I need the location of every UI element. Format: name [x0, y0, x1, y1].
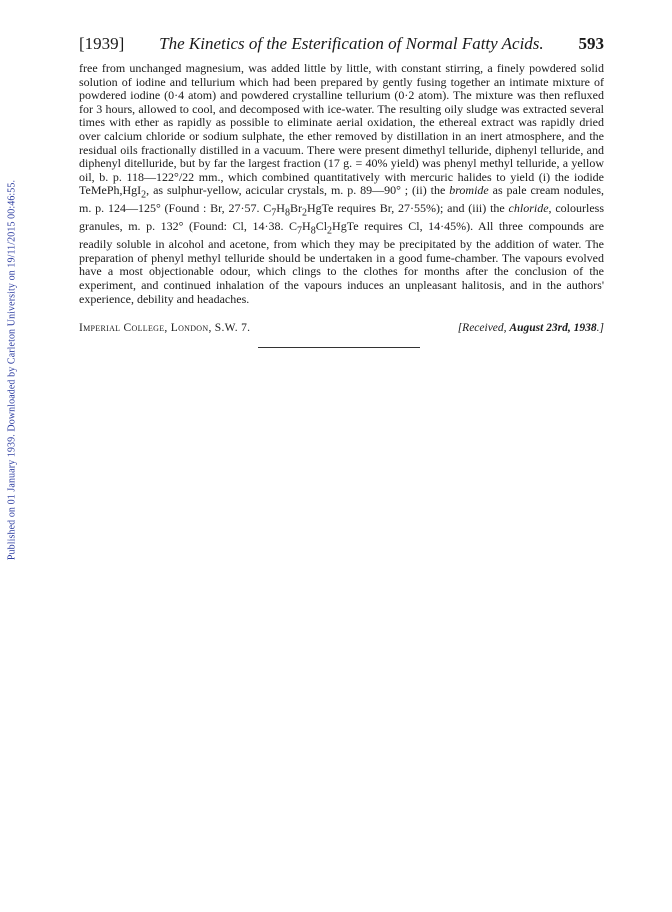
page-number: 593 — [578, 34, 604, 53]
received-close: .] — [596, 322, 604, 334]
body-paragraph — [79, 62, 604, 306]
subscript: 2 — [141, 189, 147, 201]
text-run: Br — [289, 201, 302, 216]
received-open: [Received, — [457, 322, 510, 334]
text-run: HgTe requires Br, 27·55%); and (iii) the — [306, 201, 509, 216]
text-run: Cl — [315, 219, 328, 234]
section-divider — [258, 347, 420, 348]
text-run: , as sulphur-yellow, acicular crystals, m. p. 89—90° ; (ii) the — [146, 183, 450, 198]
italic-term-bromide: bromide — [449, 183, 489, 198]
subscript: 7 — [297, 225, 303, 237]
subscript: 7 — [271, 207, 277, 219]
text-run: as pale cream nodules, m. p. 124—125° (Found : Br, 27·57. C — [79, 183, 605, 216]
paragraph — [79, 62, 604, 306]
text-run: , colourless granules, m. p. 132° (Found: Cl, 14·38. C — [79, 201, 604, 234]
italic-term-chloride: chloride — [508, 201, 549, 216]
text-run: HgTe requires Cl, 14·45%). All three compounds are readily soluble in alcohol and acetone, from which they may be precipitated by the addition of water. The preparation of phenyl methyl telluride should be undertaken in a good fume-chamber. The vapours evolved have a most objectionable odour, which clings to the clothes for months after the conclusion of the experiment, and continued inhalation of the vapours induces an unpleasant halitosis, and in the authors' experience, debility and headaches. — [79, 219, 604, 306]
text-run: free from unchanged magnesium, was added little by little, with constant stirring, a finely powdered solid solution of iodine and tellurium which had been prepared by gently fusing together an intimate mixture of powdered iodine (0·4 atom) and powdered crystalline tellurium (0·2 atom). The mixture was then refluxed for 3 hours, allowed to cool, and decomposed with ice-water. The resulting oily sludge was extracted several times with ether as rapidly as possible to eliminate aerial oxidation, the ethereal extract was rapidly dried over calcium chloride or sodium sulphate, the ether removed by distillation in an inert atmosphere, and the residual oils fractionally distilled in a vacuum. There were present dimethyl telluride, diphenyl telluride, and diphenyl ditelluride, but by far the largest fraction (17 g. = 40% yield) was phenyl methyl telluride, a yellow oil, b. p. 118—122°/22 mm., which combined quantitatively with mercuric halides to yield (i) the iodide TeMePh,HgI — [79, 61, 604, 198]
header-year: [1939] — [79, 34, 125, 53]
download-stamp-text: Published on 01 January 1939. Downloaded by Carleton University on 19/11/2015 00:46:55. — [6, 179, 18, 561]
subscript: 2 — [301, 207, 307, 219]
subscript: 2 — [327, 225, 333, 237]
header-title: The Kinetics of the Esterification of Normal Fatty Acids. — [159, 34, 544, 53]
signature-line — [79, 322, 604, 334]
text-run: H — [302, 219, 311, 234]
text-run: H — [276, 201, 285, 216]
running-header — [79, 34, 604, 54]
subscript: 8 — [284, 207, 290, 219]
received-date — [458, 322, 604, 334]
download-stamp — [0, 0, 24, 912]
subscript: 8 — [310, 225, 316, 237]
received-date-value: August 23rd, 1938 — [509, 322, 597, 334]
affiliation: Imperial College, London, S.W. 7. — [79, 322, 251, 334]
